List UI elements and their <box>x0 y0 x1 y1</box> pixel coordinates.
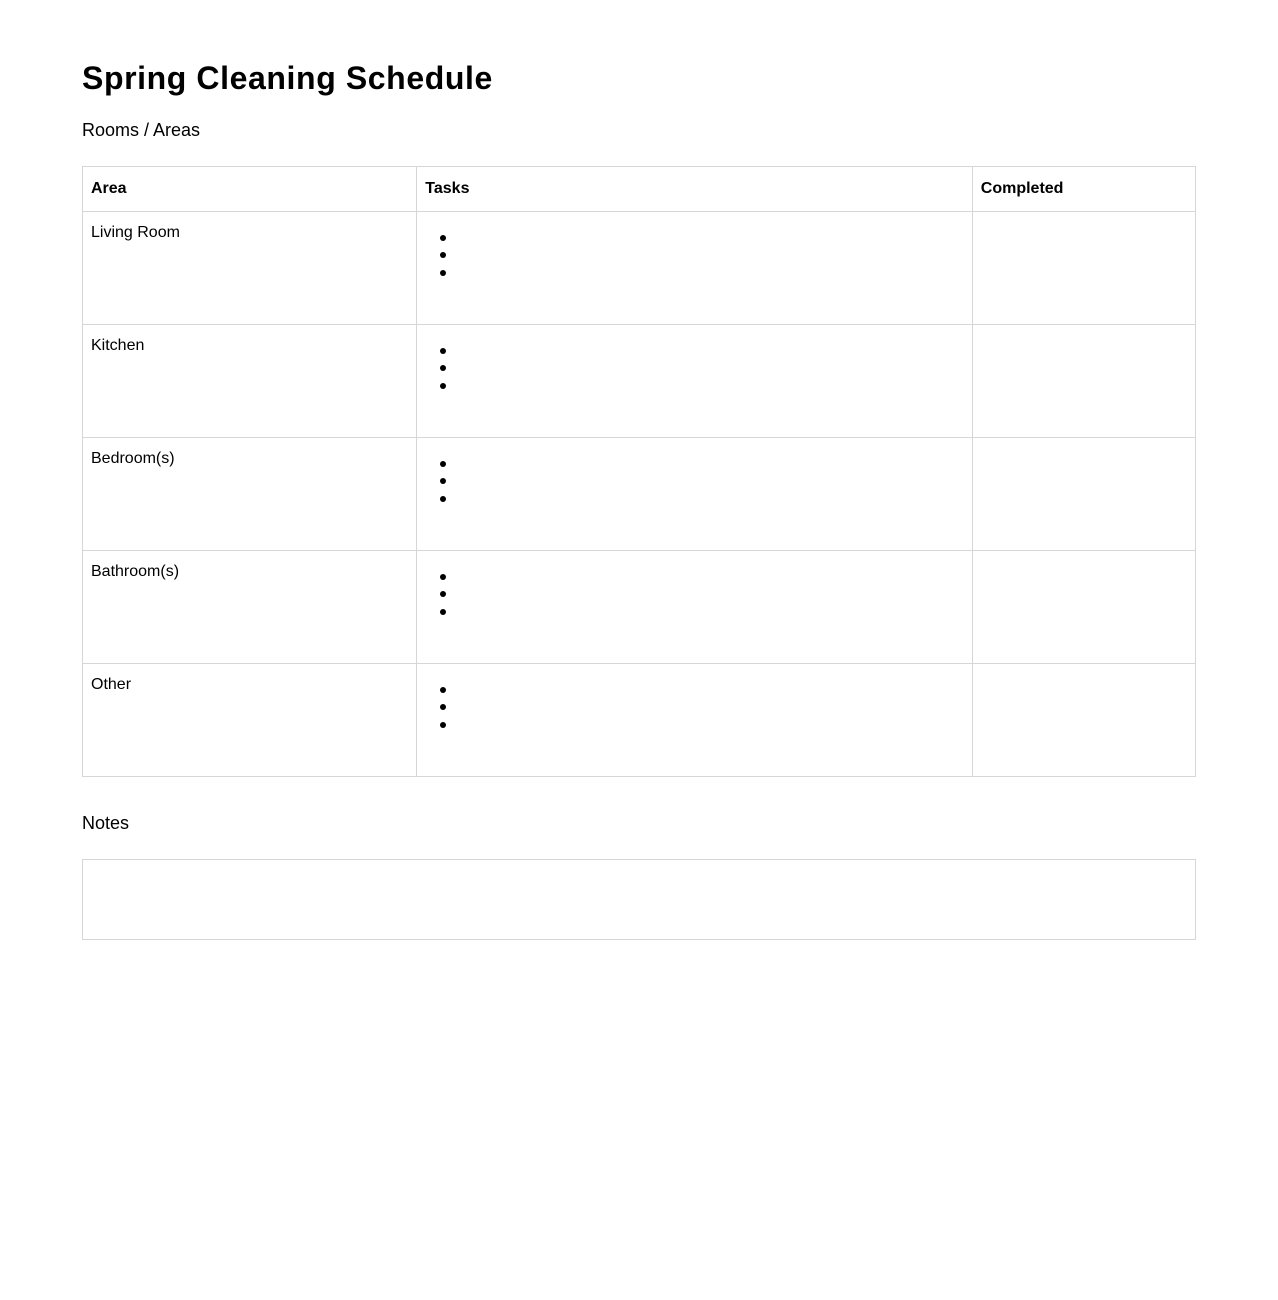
page-title: Spring Cleaning Schedule <box>82 60 493 96</box>
table-row <box>83 212 1196 325</box>
table-row <box>83 551 1196 664</box>
tasks-cell[interactable] <box>417 325 972 438</box>
task-item[interactable] <box>436 563 963 581</box>
completed-cell[interactable] <box>972 438 1195 551</box>
task-item[interactable] <box>436 373 963 391</box>
task-list <box>425 563 963 617</box>
completed-cell[interactable] <box>972 551 1195 664</box>
tasks-cell[interactable] <box>417 212 972 325</box>
task-item[interactable] <box>436 337 963 355</box>
area-cell: Bathroom(s) <box>83 551 417 664</box>
task-item[interactable] <box>436 712 963 730</box>
completed-cell[interactable] <box>972 664 1195 777</box>
tasks-cell[interactable] <box>417 551 972 664</box>
rooms-table <box>82 166 1196 777</box>
notes-section-label: Notes <box>82 813 130 833</box>
header-completed: Completed <box>972 167 1195 212</box>
task-list <box>425 450 963 504</box>
completed-cell[interactable] <box>972 212 1195 325</box>
header-tasks: Tasks <box>417 167 972 212</box>
task-list <box>425 337 963 391</box>
task-item[interactable] <box>436 676 963 694</box>
table-row <box>83 438 1196 551</box>
task-item[interactable] <box>436 694 963 712</box>
task-list <box>425 224 963 278</box>
table-header-row <box>83 167 1196 212</box>
task-item[interactable] <box>436 355 963 373</box>
header-area: Area <box>83 167 417 212</box>
task-item[interactable] <box>436 260 963 278</box>
table-row <box>83 325 1196 438</box>
task-item[interactable] <box>436 599 963 617</box>
area-cell: Other <box>83 664 417 777</box>
task-item[interactable] <box>436 486 963 504</box>
area-cell: Bedroom(s) <box>83 438 417 551</box>
task-list <box>425 676 963 730</box>
area-cell: Living Room <box>83 212 417 325</box>
task-item[interactable] <box>436 450 963 468</box>
task-item[interactable] <box>436 468 963 486</box>
area-cell: Kitchen <box>83 325 417 438</box>
table-row <box>83 664 1196 777</box>
notes-box[interactable] <box>82 859 1196 940</box>
completed-cell[interactable] <box>972 325 1195 438</box>
rooms-section-label: Rooms / Areas <box>82 120 201 140</box>
tasks-cell[interactable] <box>417 438 972 551</box>
tasks-cell[interactable] <box>417 664 972 777</box>
task-item[interactable] <box>436 242 963 260</box>
task-item[interactable] <box>436 581 963 599</box>
task-item[interactable] <box>436 224 963 242</box>
